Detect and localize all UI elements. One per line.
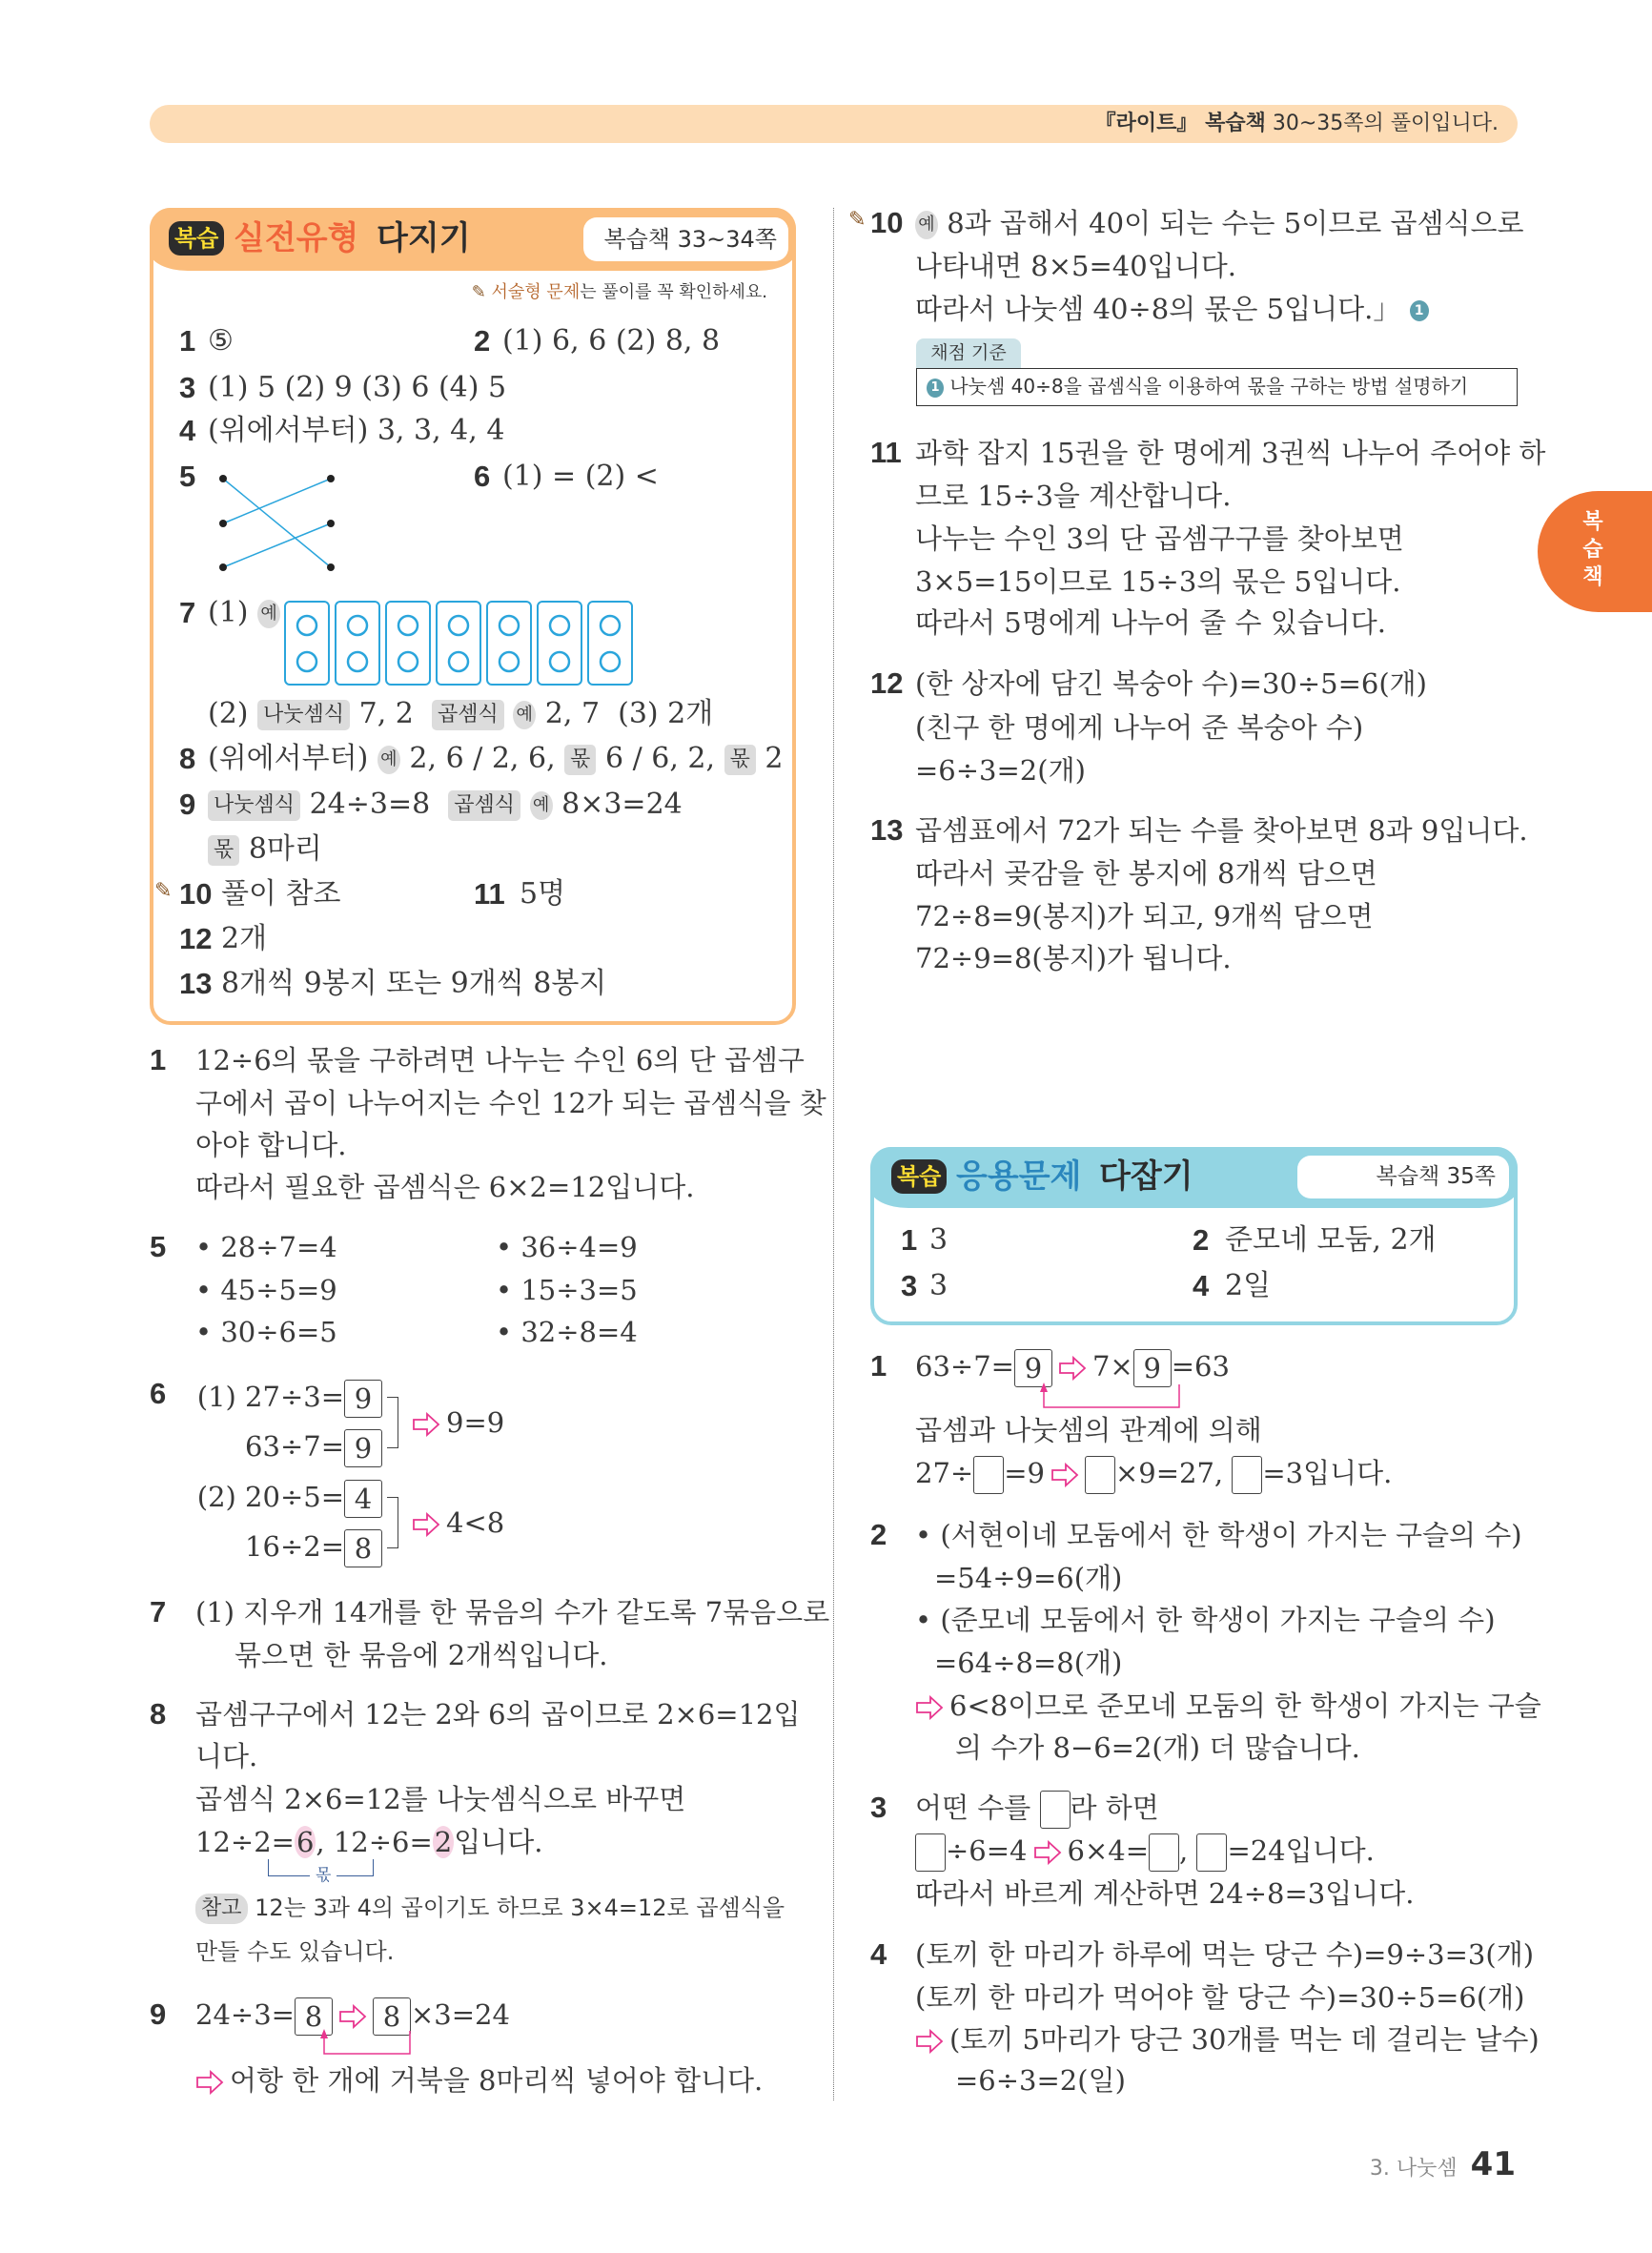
answer-number: 9: [179, 788, 196, 821]
conclusion-line: [915, 1685, 1541, 1727]
solution-line: • (서현이네 모둠에서 한 학생이 가지는 구슬의 수): [915, 1519, 1522, 1551]
equation: 24÷3=: [195, 1998, 295, 2031]
solution-line: 따라서 5명에게 나누어 줄 수 있습니다.: [915, 606, 1386, 639]
part-label: (1): [208, 596, 249, 629]
answer-value: 2, 6 / 2, 6,: [409, 742, 556, 775]
page-footer: [1370, 2143, 1516, 2191]
practice-title-colored: 실전유형: [234, 219, 359, 257]
part-label: (2): [208, 697, 249, 730]
solution-line: • 30÷6=5: [195, 1316, 337, 1348]
side-tab-label: 복습책: [1582, 510, 1603, 589]
answer-value: 2일: [1225, 1269, 1272, 1302]
answer-number: 7: [179, 596, 196, 629]
solution-line: [195, 1476, 382, 1518]
answer-number: 3: [901, 1269, 918, 1302]
example-tag: 예: [257, 600, 280, 628]
solution-line: 니다.: [195, 1740, 258, 1772]
answer-number: 2: [1193, 1223, 1210, 1257]
equation: ÷6=4: [946, 1834, 1028, 1867]
answer-number: 5: [179, 460, 196, 493]
answer-number: 2: [474, 324, 491, 358]
blank-box: [1149, 1833, 1179, 1872]
solution-line: 곱셈표에서 72가 되는 수를 찾아보면 8과 9입니다.: [915, 814, 1528, 847]
blank-box: [973, 1456, 1004, 1494]
equation: 27÷: [915, 1457, 974, 1489]
review-badge: 복습: [891, 1159, 947, 1194]
equation: , 12÷6=: [316, 1826, 433, 1858]
blank-box: [1232, 1456, 1262, 1494]
answer-9-quotient: [208, 829, 322, 870]
applied-pages-label: [1297, 1156, 1509, 1198]
arrow-right-icon: [195, 2070, 224, 2095]
solution-line: [915, 1345, 1230, 1387]
solution-line: [195, 1376, 382, 1418]
answer-7-1: [208, 592, 280, 634]
solution-line: (친구 한 명에게 나누어 준 복숭아 수): [915, 711, 1364, 744]
answer-9: [208, 784, 683, 826]
solution-line: [915, 1830, 1375, 1872]
answer-value: 8마리: [248, 832, 322, 866]
equation: 63÷7=: [915, 1350, 1014, 1383]
arrow-right-icon: [412, 1412, 440, 1437]
conclusion-text: (토끼 5마리가 당근 30개를 먹는 데 걸리는 날수): [949, 2023, 1540, 2056]
solution-text: 어떤 수를: [915, 1792, 1031, 1824]
grading-criteria-tab: 채점 기준: [916, 338, 1021, 368]
solution-line: [195, 1526, 382, 1567]
answer-value: (3) 2개: [618, 697, 714, 730]
solution-text: 라 하면: [1070, 1792, 1159, 1824]
arrow-right-icon: [915, 1695, 944, 1720]
blank-box: [1085, 1456, 1115, 1494]
header-banner: [150, 105, 1518, 143]
solution-number: 9: [150, 1997, 167, 2031]
answer-value: (1) = (2) <: [502, 460, 659, 493]
pencil-icon: ✎: [154, 879, 173, 903]
solution-number: 6: [150, 1377, 167, 1410]
blank-box: [1040, 1791, 1071, 1829]
answer-value: 5명: [520, 877, 566, 911]
answer-number: 11: [474, 877, 505, 911]
solution-line: 72÷9=8(봉지)가 됩니다.: [915, 942, 1232, 974]
side-tab-review-book[interactable]: [1538, 491, 1652, 612]
solution-line: [915, 1787, 1159, 1829]
column-divider: [833, 208, 834, 2100]
answer-number: 8: [179, 742, 196, 775]
answer-value: 3: [929, 1223, 948, 1257]
answer-value: 3: [929, 1269, 948, 1302]
note-text: 는 풀이를 꼭 확인하세요.: [580, 282, 767, 302]
applied-title-dark: 다잡기: [1099, 1157, 1193, 1196]
solution-line: 12÷6의 몫을 구하려면 나누는 수인 6의 단 곱셈구: [195, 1044, 805, 1076]
highlighted-quotient: 6: [296, 1826, 315, 1858]
conclusion-line: [195, 2059, 763, 2101]
banner-book-title: 『라이트』 복습책: [1094, 112, 1266, 135]
solution-number: 13: [870, 813, 904, 847]
arrow-right-icon: [1050, 1463, 1079, 1487]
reference-text: 만들 수도 있습니다.: [195, 1938, 395, 1965]
conclusion-line: =6÷3=2(일): [955, 2064, 1126, 2097]
circle-markers: [284, 601, 637, 686]
equation: 63÷7=: [245, 1430, 344, 1463]
solution-text: 따라서 나눗셈 40÷8의 몫은 5입니다.」: [915, 293, 1401, 325]
solution-line: (1) 지우개 14개를 한 묶음의 수가 같도록 7묶음으로: [195, 1596, 830, 1628]
solution-line: [915, 202, 1524, 244]
conclusion-text: 어항 한 개에 거북을 8마리씩 넣어야 합니다.: [230, 2064, 764, 2097]
answer-prefix: (위에서부터): [208, 742, 369, 775]
reference-text: 12는 3과 4의 곱이기도 하므로 3×4=12로 곱셈식을: [255, 1895, 785, 1921]
solution-number: 4: [870, 1937, 887, 1971]
solution-number: 1: [150, 1043, 167, 1076]
equation: 12÷2=: [195, 1826, 295, 1858]
solution-number: 12: [870, 666, 904, 700]
solution-line: 따라서 바르게 계산하면 24÷8=3입니다.: [915, 1877, 1415, 1910]
answer-value: 준모네 모둠, 2개: [1225, 1223, 1437, 1257]
reference-note: [195, 1887, 785, 1929]
answer-value: 24÷3=8: [309, 788, 431, 821]
answer-value: 2개: [221, 922, 268, 955]
solution-line: =54÷9=6(개): [934, 1562, 1123, 1594]
criteria-marker: 1: [927, 379, 944, 398]
equation: =9: [1004, 1457, 1045, 1489]
equation: 16÷2=: [245, 1530, 344, 1563]
solution-line: 72÷8=9(봉지)가 되고, 9개씩 담으면: [915, 900, 1374, 932]
blank-box: [915, 1833, 946, 1872]
answer-8: [208, 738, 784, 780]
comparison-result: [406, 1502, 504, 1544]
highlighted-quotient: 2: [434, 1826, 453, 1858]
solution-line: • 45÷5=9: [195, 1274, 337, 1306]
practice-pages: 복습책 33~34쪽: [603, 226, 777, 253]
solution-line: (한 상자에 담긴 복숭아 수)=30÷5=6(개): [915, 667, 1427, 700]
equation: ×3=24: [410, 1998, 510, 2031]
criteria-text: 나눗셈 40÷8을 곱셈식을 이용하여 몫을 구하는 방법 설명하기: [949, 375, 1469, 398]
answer-box: 4: [344, 1480, 382, 1518]
solution-line: =64÷8=8(개): [934, 1647, 1123, 1679]
solution-line: 곱셈과 나눗셈의 관계에 의해: [915, 1414, 1262, 1446]
answer-box: 9: [344, 1380, 382, 1418]
answer-box: 9: [1133, 1349, 1172, 1387]
arrow-right-icon: [915, 2029, 944, 2054]
solution-number: 7: [150, 1595, 167, 1628]
matching-lines-diagram: [210, 467, 348, 582]
equation: 입니다.: [454, 1826, 543, 1858]
conclusion-line: [915, 2018, 1540, 2060]
conclusion-text: 6<8이므로 준모네 모둠의 한 학생이 가지는 구슬: [949, 1690, 1541, 1722]
pencil-icon: ✎: [471, 282, 486, 302]
solution-line: • 15÷3=5: [496, 1274, 638, 1306]
solution-line: (토끼 한 마리가 하루에 먹는 당근 수)=9÷3=3(개): [915, 1938, 1535, 1971]
example-tag: 예: [377, 746, 400, 774]
answer-value: (1) 5 (2) 9 (3) 6 (4) 5: [208, 371, 507, 404]
page-number: 41: [1470, 2145, 1516, 2183]
descriptive-note: [472, 278, 767, 307]
answer-value: 6 / 6, 2,: [604, 742, 716, 775]
solution-line: 나누는 수인 3의 단 곱셈구구를 찾아보면: [915, 522, 1404, 555]
solution-line: 과학 잡지 15권을 한 명에게 3권씩 나누어 주어야 하: [915, 437, 1546, 469]
solution-line: 나타내면 8×5=40입니다.: [915, 250, 1236, 282]
multiplication-tag: 곱셈식: [448, 790, 520, 821]
answer-number: 4: [179, 414, 196, 447]
solution-line: =6÷3=2(개): [915, 754, 1086, 787]
example-tag: 예: [513, 701, 536, 729]
answer-number: 12: [179, 922, 213, 955]
solution-line: 3×5=15이므로 15÷3의 몫은 5입니다.: [915, 565, 1401, 598]
answer-number: 1: [179, 324, 196, 358]
answer-value: 2, 7: [544, 697, 601, 730]
answer-box: 8: [295, 1997, 333, 2036]
solution-number: 3: [870, 1791, 887, 1824]
answer-value: 8개씩 9봉지 또는 9개씩 8봉지: [221, 967, 607, 1000]
answer-number: 1: [901, 1223, 918, 1257]
solution-line: 아야 합니다.: [195, 1129, 347, 1161]
review-badge: 복습: [169, 221, 224, 256]
example-tag: 예: [530, 791, 553, 820]
equation: (1) 27÷3=: [196, 1381, 344, 1413]
example-tag: 예: [915, 211, 938, 239]
answer-value: 풀이 참조: [221, 877, 341, 911]
solution-line: [195, 1425, 382, 1467]
solution-line: • (준모네 모둠에서 한 학생이 가지는 구슬의 수): [915, 1604, 1496, 1636]
applied-pages: 복습책 35쪽: [1376, 1164, 1496, 1189]
solution-number: 1: [870, 1349, 887, 1383]
conclusion-line: 의 수가 8−6=2(개) 더 많습니다.: [955, 1731, 1360, 1764]
arrow-right-icon: [1058, 1356, 1087, 1381]
relation-arrow: [1034, 1383, 1187, 1411]
result-text: 4<8: [446, 1506, 505, 1539]
solution-line: 곱셈구구에서 12는 2와 6의 곱이므로 2×6=12입: [195, 1698, 801, 1731]
solution-number: 5: [150, 1230, 167, 1263]
solution-line: 묶으면 한 묶음에 2개씩입니다.: [235, 1639, 608, 1671]
solution-text: 8과 곱해서 40이 되는 수는 5이므로 곱셈식으로: [947, 207, 1524, 239]
answer-number: 4: [1193, 1269, 1210, 1302]
equation: =24입니다.: [1227, 1834, 1375, 1867]
answer-box: 8: [344, 1529, 382, 1567]
equation: ×9=27,: [1114, 1457, 1224, 1489]
arrow-right-icon: [412, 1512, 440, 1537]
applied-title-colored: 응용문제: [956, 1157, 1082, 1196]
result-text: 9=9: [446, 1406, 505, 1439]
solution-line: 따라서 곶감을 한 봉지에 8개씩 담으면: [915, 857, 1377, 890]
answer-box: 8: [373, 1997, 411, 2036]
solution-number: 10: [870, 206, 904, 239]
solution-line: • 36÷4=9: [496, 1231, 638, 1263]
solution-line: • 28÷7=4: [195, 1231, 337, 1263]
equation: ,: [1179, 1834, 1189, 1867]
solution-line: 구에서 곱이 나누어지는 수인 12가 되는 곱셈식을 찾: [195, 1087, 826, 1119]
quotient-tag: 몫: [564, 745, 596, 775]
solution-number: 11: [870, 436, 902, 469]
criteria-marker: 1: [1410, 300, 1429, 321]
solution-number: 8: [150, 1697, 167, 1731]
answer-number: 10: [179, 877, 213, 911]
answer-box: 9: [1014, 1349, 1052, 1387]
multiplication-tag: 곱셈식: [432, 700, 504, 730]
answer-value: (1) 6, 6 (2) 8, 8: [502, 324, 721, 358]
solution-line: [195, 1821, 543, 1863]
answer-number: 6: [474, 460, 491, 493]
bracket: [387, 1497, 398, 1548]
relation-arrow: [315, 2029, 419, 2058]
solution-line: 곱셈식 2×6=12를 나눗셈식으로 바꾸면: [195, 1783, 686, 1815]
arrow-right-icon: [338, 2004, 367, 2029]
solution-number: 2: [870, 1518, 887, 1551]
division-tag: 나눗셈식: [257, 700, 350, 730]
answer-box: 9: [344, 1429, 382, 1467]
reference-tag: 참고: [195, 1894, 248, 1924]
answer-7-2: [208, 693, 713, 735]
equation: 6×4=: [1067, 1834, 1149, 1867]
answer-number: 3: [179, 371, 196, 404]
answer-value: (위에서부터) 3, 3, 4, 4: [208, 414, 505, 447]
pencil-icon: ✎: [848, 208, 867, 232]
equation: (2) 20÷5=: [196, 1481, 344, 1513]
answer-number: 13: [179, 967, 213, 1000]
solution-line: [915, 1452, 1392, 1494]
applied-header: [870, 1147, 1518, 1208]
practice-header: [150, 208, 796, 271]
quotient-tag: 몫: [208, 835, 239, 866]
arrow-right-icon: [1033, 1840, 1062, 1865]
answer-value: ⑤: [208, 324, 234, 358]
practice-title-dark: 다지기: [377, 219, 471, 257]
equation: =63: [1171, 1350, 1230, 1383]
quotient-label: 몫: [310, 1861, 337, 1885]
division-tag: 나눗셈식: [208, 790, 300, 821]
answer-value: 8×3=24: [561, 788, 683, 821]
comparison-result: [406, 1402, 504, 1444]
solution-line: [915, 288, 1429, 330]
solution-line: 따라서 필요한 곱셈식은 6×2=12입니다.: [195, 1171, 695, 1203]
grading-criteria-box: [916, 368, 1518, 406]
blank-box: [1196, 1833, 1227, 1872]
banner-text: 30~35쪽의 풀이입니다.: [1265, 112, 1499, 135]
practice-pages-label: [583, 217, 788, 261]
note-highlight: 서술형 문제: [491, 282, 581, 302]
equation: =3입니다.: [1262, 1457, 1393, 1489]
equation: 7×: [1091, 1350, 1133, 1383]
bracket: [387, 1397, 398, 1448]
solution-line: • 32÷8=4: [496, 1316, 638, 1348]
solution-line: (토끼 한 마리가 먹어야 할 당근 수)=30÷5=6(개): [915, 1981, 1525, 2014]
chapter-label: 3. 나눗셈: [1369, 2157, 1458, 2181]
quotient-tag: 몫: [724, 745, 756, 775]
solution-line: 므로 15÷3을 계산합니다.: [915, 480, 1232, 512]
answer-value: 7, 2: [358, 697, 414, 730]
answer-value: 2: [765, 742, 784, 775]
